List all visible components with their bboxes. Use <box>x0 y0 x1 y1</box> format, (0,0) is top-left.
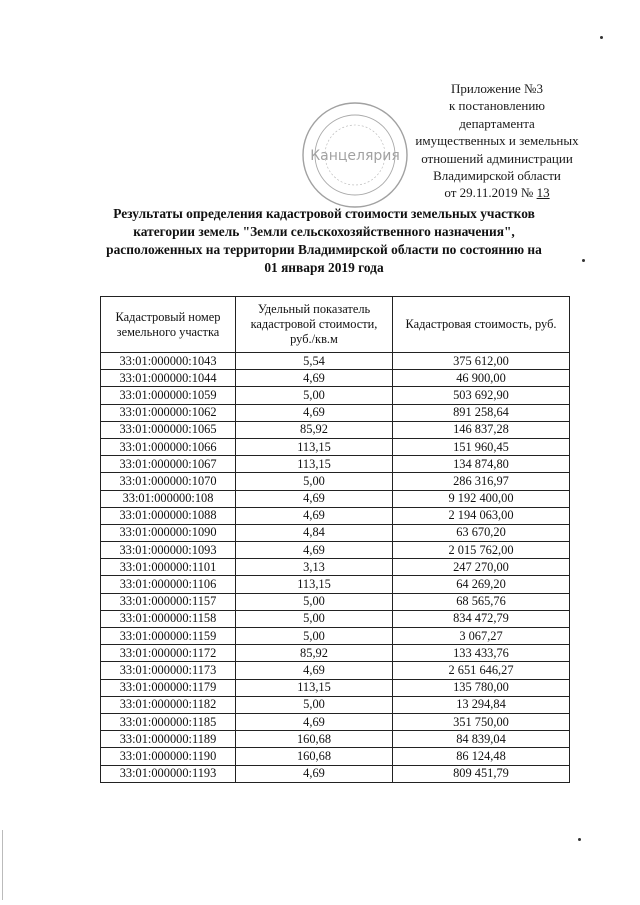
cell-cadastral-number: 33:01:000000:1065 <box>101 421 236 438</box>
header-cadastral-number: Кадастровый номер земельного участка <box>101 297 236 353</box>
cell-unit-value: 4,69 <box>236 542 393 559</box>
cell-unit-value: 5,00 <box>236 473 393 490</box>
cell-cadastral-number: 33:01:000000:1066 <box>101 438 236 455</box>
cell-cadastral-number: 33:01:000000:1190 <box>101 748 236 765</box>
cell-cadastral-value: 151 960,45 <box>393 438 570 455</box>
appendix-date-prefix: от 29.11.2019 № <box>444 185 537 201</box>
cell-cadastral-number: 33:01:000000:1185 <box>101 713 236 730</box>
cell-cadastral-value: 86 124,48 <box>393 748 570 765</box>
table-row <box>101 438 570 455</box>
cell-unit-value: 3,13 <box>236 559 393 576</box>
scan-speck <box>582 259 585 262</box>
cell-unit-value: 5,00 <box>236 628 393 645</box>
cell-cadastral-value: 503 692,90 <box>393 387 570 404</box>
cell-unit-value: 5,00 <box>236 593 393 610</box>
cell-unit-value: 4,84 <box>236 524 393 541</box>
cell-cadastral-value: 46 900,00 <box>393 370 570 387</box>
cell-cadastral-number: 33:01:000000:1088 <box>101 507 236 524</box>
cell-cadastral-value: 375 612,00 <box>393 353 570 370</box>
cell-cadastral-value: 247 270,00 <box>393 559 570 576</box>
title-line: категории земель "Земли сельскохозяйственного назначения", <box>133 224 515 239</box>
table-row <box>101 628 570 645</box>
cell-unit-value: 113,15 <box>236 456 393 473</box>
stamp-text: Канцелярия <box>310 148 400 164</box>
cell-cadastral-value: 133 433,76 <box>393 645 570 662</box>
table-header-row <box>101 297 570 353</box>
cell-cadastral-value: 64 269,20 <box>393 576 570 593</box>
appendix-line: Владимирской области <box>433 168 561 184</box>
scan-speck <box>600 36 603 39</box>
cell-unit-value: 5,00 <box>236 610 393 627</box>
table-row <box>101 645 570 662</box>
table-row <box>101 576 570 593</box>
appendix-line: имущественных и земельных <box>415 133 579 149</box>
cell-cadastral-value: 286 316,97 <box>393 473 570 490</box>
appendix-line: к постановлению <box>448 98 546 114</box>
cell-unit-value: 4,69 <box>236 507 393 524</box>
cell-cadastral-number: 33:01:000000:1093 <box>101 542 236 559</box>
table-row <box>101 765 570 782</box>
cell-cadastral-number: 33:01:000000:1044 <box>101 370 236 387</box>
cell-cadastral-value: 84 839,04 <box>393 731 570 748</box>
table-row <box>101 713 570 730</box>
cell-cadastral-value: 63 670,20 <box>393 524 570 541</box>
office-stamp-icon <box>300 100 410 210</box>
table-row <box>101 679 570 696</box>
table-body <box>101 353 570 783</box>
cell-unit-value: 113,15 <box>236 576 393 593</box>
cell-cadastral-number: 33:01:000000:1182 <box>101 696 236 713</box>
cell-cadastral-number: 33:01:000000:1070 <box>101 473 236 490</box>
cell-cadastral-value: 146 837,28 <box>393 421 570 438</box>
cell-cadastral-value: 68 565,76 <box>393 593 570 610</box>
cell-cadastral-number: 33:01:000000:1157 <box>101 593 236 610</box>
cell-unit-value: 5,00 <box>236 696 393 713</box>
cell-cadastral-value: 809 451,79 <box>393 765 570 782</box>
cell-unit-value: 4,69 <box>236 662 393 679</box>
cell-cadastral-number: 33:01:000000:1193 <box>101 765 236 782</box>
table-row <box>101 696 570 713</box>
cell-cadastral-value: 134 874,80 <box>393 456 570 473</box>
cell-unit-value: 4,69 <box>236 404 393 421</box>
cell-unit-value: 160,68 <box>236 731 393 748</box>
table-row <box>101 542 570 559</box>
header-unit-value: Удельный показатель кадастровой стоимости, руб./кв.м <box>236 297 393 353</box>
cell-unit-value: 4,69 <box>236 370 393 387</box>
cell-cadastral-number: 33:01:000000:1059 <box>101 387 236 404</box>
cell-unit-value: 113,15 <box>236 679 393 696</box>
cell-cadastral-number: 33:01:000000:1172 <box>101 645 236 662</box>
cell-cadastral-value: 351 750,00 <box>393 713 570 730</box>
cell-unit-value: 4,69 <box>236 713 393 730</box>
cell-cadastral-value: 2 651 646,27 <box>393 662 570 679</box>
cell-cadastral-number: 33:01:000000:1179 <box>101 679 236 696</box>
cell-unit-value: 4,69 <box>236 490 393 507</box>
cell-cadastral-value: 9 192 400,00 <box>393 490 570 507</box>
cell-cadastral-value: 3 067,27 <box>393 628 570 645</box>
appendix-line: департамента <box>459 115 535 131</box>
cell-cadastral-number: 33:01:000000:1158 <box>101 610 236 627</box>
table-row <box>101 404 570 421</box>
cell-cadastral-number: 33:01:000000:1101 <box>101 559 236 576</box>
table-row <box>101 370 570 387</box>
cell-unit-value: 85,92 <box>236 421 393 438</box>
cell-cadastral-number: 33:01:000000:1043 <box>101 353 236 370</box>
cell-unit-value: 5,00 <box>236 387 393 404</box>
table-row <box>101 353 570 370</box>
cell-unit-value: 85,92 <box>236 645 393 662</box>
cell-unit-value: 160,68 <box>236 748 393 765</box>
title-line: Результаты определения кадастровой стоимости земельных участков <box>113 206 535 221</box>
table-row <box>101 748 570 765</box>
cell-unit-value: 5,54 <box>236 353 393 370</box>
table-row <box>101 662 570 679</box>
cell-cadastral-number: 33:01:000000:1173 <box>101 662 236 679</box>
table-row <box>101 559 570 576</box>
table-row <box>101 524 570 541</box>
table-row <box>101 507 570 524</box>
appendix-line: отношений администрации <box>421 150 573 166</box>
cell-cadastral-number: 33:01:000000:1090 <box>101 524 236 541</box>
cell-unit-value: 4,69 <box>236 765 393 782</box>
cell-cadastral-number: 33:01:000000:108 <box>101 490 236 507</box>
table-row <box>101 731 570 748</box>
cell-cadastral-number: 33:01:000000:1189 <box>101 731 236 748</box>
cell-cadastral-value: 13 294,84 <box>393 696 570 713</box>
cadastral-value-table <box>100 296 570 783</box>
cell-cadastral-number: 33:01:000000:1159 <box>101 628 236 645</box>
cell-cadastral-number: 33:01:000000:1106 <box>101 576 236 593</box>
title-line: расположенных на территории Владимирской области по состоянию на <box>106 242 542 257</box>
table-row <box>101 456 570 473</box>
table-row <box>101 421 570 438</box>
cell-cadastral-value: 135 780,00 <box>393 679 570 696</box>
table-row <box>101 593 570 610</box>
table-row <box>101 387 570 404</box>
cell-cadastral-number: 33:01:000000:1067 <box>101 456 236 473</box>
table-row <box>101 473 570 490</box>
table-row <box>101 610 570 627</box>
appendix-line: Приложение №3 <box>451 81 543 96</box>
cell-cadastral-value: 891 258,64 <box>393 404 570 421</box>
table-row <box>101 490 570 507</box>
cell-cadastral-number: 33:01:000000:1062 <box>101 404 236 421</box>
scan-speck <box>578 838 581 841</box>
order-number: 13 <box>536 185 550 201</box>
cell-cadastral-value: 2 194 063,00 <box>393 507 570 524</box>
cell-cadastral-value: 834 472,79 <box>393 610 570 627</box>
cell-cadastral-value: 2 015 762,00 <box>393 542 570 559</box>
title-line: 01 января 2019 года <box>264 260 384 275</box>
header-cadastral-value: Кадастровая стоимость, руб. <box>393 297 570 353</box>
scan-edge-mark <box>2 830 3 900</box>
document-title <box>80 205 568 277</box>
cell-unit-value: 113,15 <box>236 438 393 455</box>
